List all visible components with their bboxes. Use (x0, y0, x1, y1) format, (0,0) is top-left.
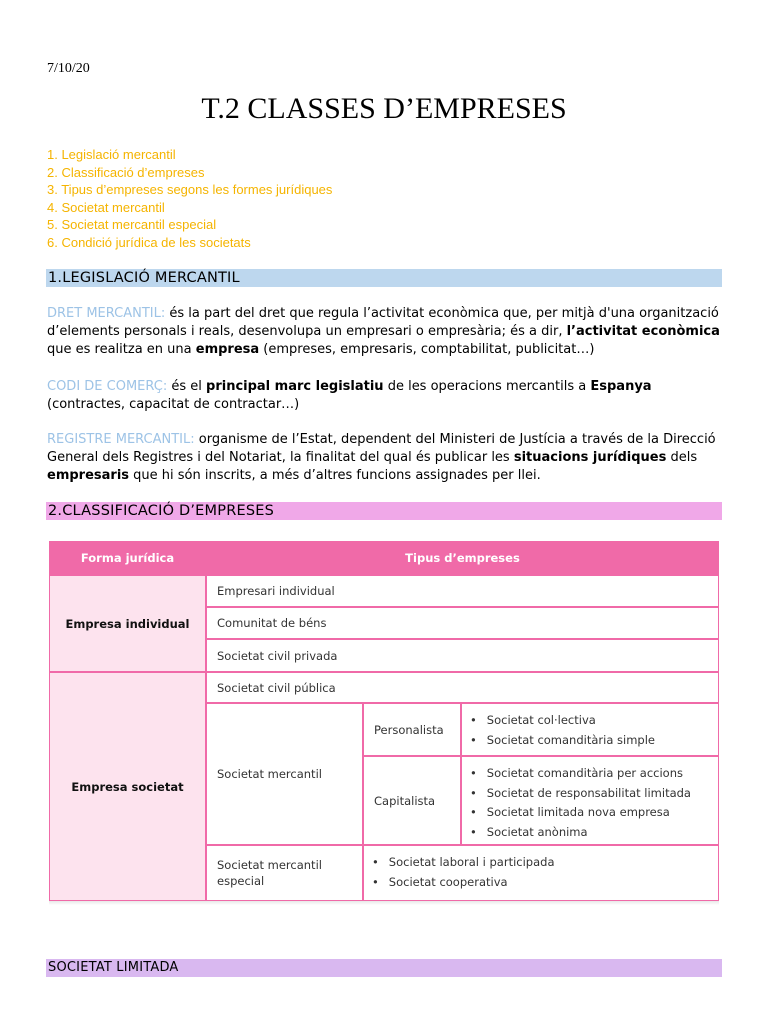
toc-item: 4. Societat mercantil (47, 199, 165, 215)
table-cell-capitalista: Capitalista (363, 756, 461, 845)
term-label: DRET MERCANTIL: (47, 306, 166, 321)
table-of-contents (47, 146, 332, 252)
table-group-individual: Empresa individual (49, 575, 206, 672)
paragraph-text: que es realitza en una (47, 342, 196, 357)
paragraph-text: dels (666, 450, 698, 465)
bold-text: principal marc legislatiu (206, 379, 384, 394)
paragraph-text: que hi són inscrits, a més d’altres funcions assignades per llei. (129, 468, 541, 483)
section-heading-classificacio: 2.CLASSIFICACIÓ D’EMPRESES (46, 502, 722, 520)
list-item: • Societat de responsabilitat limitada (470, 784, 718, 804)
table-bullet-list (363, 845, 719, 901)
bold-text: situacions jurídiques (513, 450, 667, 465)
toc-item: 1. Legislació mercantil (47, 147, 176, 162)
document-date: 7/10/20 (47, 61, 90, 76)
toc-item: 6. Condició jurídica de les societats (47, 234, 251, 250)
table-header-tipus: Tipus d’empreses (206, 541, 719, 575)
table-cell-personalista: Personalista (363, 703, 461, 756)
list-item: • Societat anònima (470, 823, 718, 843)
toc-item: 3. Tipus d’empreses segons les formes jurídiques (47, 182, 333, 198)
table-group-societat: Empresa societat (49, 672, 206, 901)
paragraph-text: (empreses, empresaris, comptabilitat, publicitat…) (259, 342, 595, 357)
paragraph-text: organisme de l’Estat, dependent del Ministeri de Justícia a través de la Direcció General dels Registres i del Notariat, la finalitat del qual és publicar les (47, 432, 716, 465)
bold-text: empresaris (47, 468, 130, 483)
bold-text: empresa (195, 342, 260, 357)
table-cell: Comunitat de béns (206, 607, 719, 639)
bold-text: l’activitat econòmica (566, 324, 720, 339)
list-item: • Societat col·lectiva (470, 711, 718, 731)
section-heading-legislacio: 1.LEGISLACIÓ MERCANTIL (46, 269, 722, 287)
toc-item: 5. Societat mercantil especial (47, 217, 217, 233)
paragraph-text: és el (167, 379, 207, 394)
paragraph-dret-mercantil (47, 305, 727, 359)
section-heading-societat-limitada: SOCIETAT LIMITADA (46, 959, 722, 977)
toc-item: 2. Classificació d’empreses (47, 164, 205, 180)
paragraph-registre-mercantil (47, 431, 727, 485)
list-item: • Societat laboral i participada (372, 853, 718, 873)
table-shadow (49, 901, 719, 905)
table-cell-mercantil-especial: Societat mercantil especial (206, 845, 363, 901)
paragraph-text: (contractes, capacitat de contractar…) (47, 397, 300, 412)
bold-text: Espanya (590, 379, 652, 394)
paragraph-codi-comerc (47, 378, 727, 414)
table-bullet-list (461, 756, 719, 845)
list-item: • Societat limitada nova empresa (470, 803, 718, 823)
table-cell: Societat civil pública (206, 672, 719, 703)
term-label: REGISTRE MERCANTIL: (47, 432, 195, 447)
table-bullet-list (461, 703, 719, 756)
table-cell-mercantil: Societat mercantil (206, 703, 363, 845)
table-header-forma: Forma jurídica (49, 541, 206, 575)
paragraph-text: de les operacions mercantils a (383, 379, 591, 394)
page-title: T.2 CLASSES D’EMPRESES (201, 92, 567, 125)
table-cell: Societat civil privada (206, 639, 719, 672)
classification-table (49, 541, 719, 901)
table-cell: Empresari individual (206, 575, 719, 607)
term-label: CODI DE COMERÇ: (47, 379, 168, 394)
list-item: • Societat comanditària simple (470, 731, 718, 751)
list-item: • Societat cooperativa (372, 873, 718, 893)
paragraph-text: és la part del dret que regula l’activitat econòmica que, per mitjà d'una organització d’elements personals i reals, desenvolupa un empresari o empresària; és a dir, (47, 306, 719, 339)
list-item: • Societat comanditària per accions (470, 764, 718, 784)
